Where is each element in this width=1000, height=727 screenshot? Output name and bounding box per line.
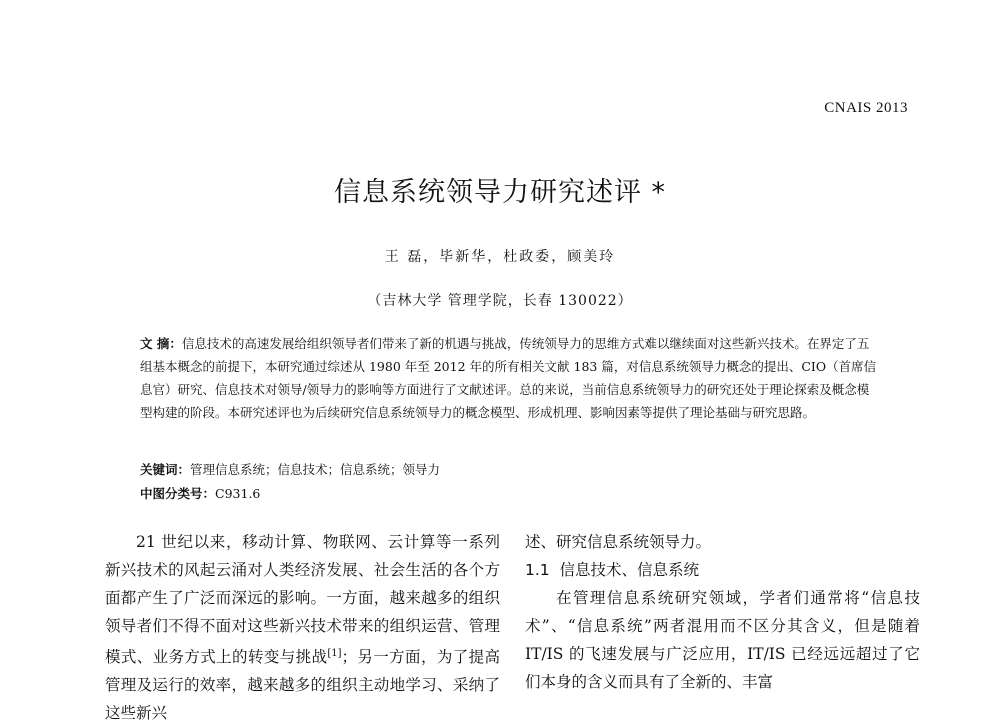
paper-title: 信息系统领导力研究述评 * [333, 177, 667, 208]
section-paragraph: 在管理信息系统研究领域，学者们通常将“信息技术”、“信息系统”两者混用而不区分其含义，但是随着 IT/IS 的飞速发展与广泛应用，IT/IS 已经远远超过了它们本身的含义而具有了全新的、丰富 [525, 589, 920, 691]
abstract-label: 文 摘： [140, 336, 182, 351]
keywords-label: 关键词： [140, 462, 191, 477]
body-column-left [105, 528, 500, 727]
paragraph-text-continued: ；另一方面，为了提高管理及运行的效率，越来越多的组织主动地学习、采纳了这些新兴 [105, 648, 500, 723]
keywords-text: 管理信息系统；信息技术；信息系统；领导力 [190, 462, 441, 477]
section-heading [525, 556, 920, 584]
section-title: 信息技术、信息系统 [559, 561, 700, 579]
classification-number [140, 484, 260, 502]
body-paragraph [105, 528, 500, 727]
continuation-text: 述、研究信息系统领导力。 [525, 533, 712, 551]
author-list: 王 磊，毕新华，杜政委，顾美玲 [384, 249, 616, 265]
abstract [140, 332, 880, 424]
keywords [140, 460, 440, 478]
abstract-text: 信息技术的高速发展给组织领导者们带来了新的机遇与挑战，传统领导力的思维方式难以继续面对这些新兴技术。在界定了五组基本概念的前提下，本研究通过综述从 1980 年至 2012 年的所有相关文献 183 篇，对信息系统领导力概念的提出、CIO（首席信息官）研究、信息技术对领导/领导力的影响等方面进行了文献述评。总的来说，当前信息系统领导力的研究还处于理论探索及概念模型构建的阶段。本研究述评也为后续研究信息系统领导力的概念模型、形成机理、影响因素等提供了理论基础与研究思路。 [140, 336, 877, 420]
paragraph-text: 21 世纪以来，移动计算、物联网、云计算等一系列新兴技术的风起云涌对人类经济发展、社会生活的各个方面都产生了广泛而深远的影响。一方面，越来越多的组织领导者们不得不面对这些新兴技术带来的组织运营、管理模式、业务方式上的转变与挑战 [105, 533, 500, 667]
conference-header: CNAIS 2013 [824, 100, 908, 116]
body-column-right [525, 528, 920, 696]
section-number: 1.1 [525, 561, 550, 579]
citation-ref: [1] [327, 648, 342, 659]
affiliation: （吉林大学 管理学院，长春 130022） [367, 293, 633, 309]
classification-text: C931.6 [215, 486, 261, 501]
classification-label: 中图分类号： [140, 486, 216, 501]
